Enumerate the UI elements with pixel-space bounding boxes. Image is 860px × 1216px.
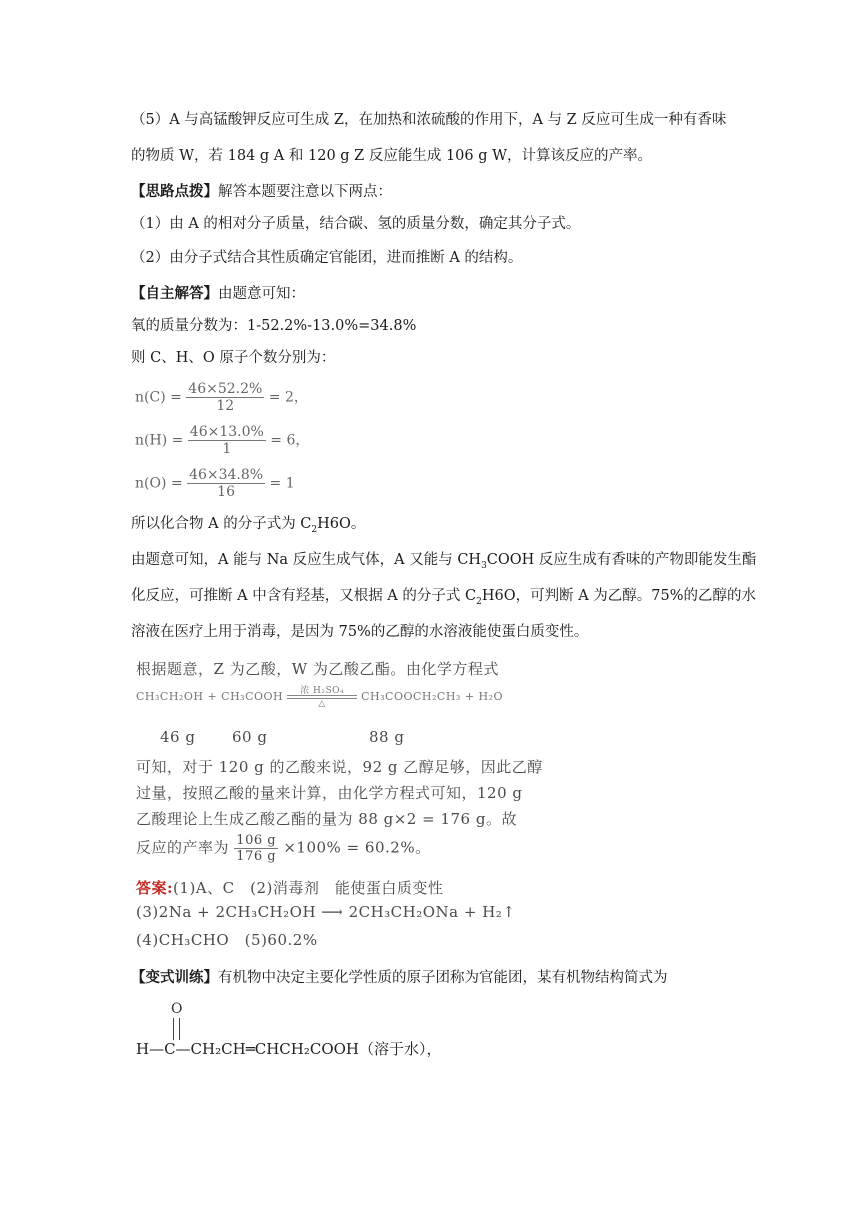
equation-nO [135,467,295,500]
deduction-line-2-post: H6O，可判断 A 为乙醇。75%的乙醇的水 [481,588,757,604]
deduction-line-2 [131,586,756,612]
formula-line-sub: 2 [311,524,318,535]
equation-nH-denominator: 1 [222,441,232,457]
formula-line-post: H6O。 [317,516,366,532]
equation-nC-numerator: 46×52.2% [188,381,263,397]
equation-nO-lhs: n(O) = [135,475,183,492]
reaction-mass-3: 88 g [369,728,405,746]
equation-nO-rhs: = 1 [269,475,295,492]
hint-item-1: （1）由 A 的相对分子质量，结合碳、氢的质量分数，确定其分子式。 [131,216,581,232]
structure-double-bond [173,1018,180,1040]
deduction-line-1-post: COOH 反应生成有香味的产物即能发生酯 [486,552,757,568]
deduction-line-1-pre: 由题意可知，A 能与 Na 反应生成气体，A 又能与 CH [131,552,482,568]
self-answer-label: 【自主解答】 [131,285,218,302]
self-answer-paragraph [131,284,305,304]
formula-line [131,514,365,540]
structure-oxygen-atom: O [171,1001,183,1017]
yield-numerator: 106 g [236,833,277,848]
equation-nC-denominator: 12 [216,398,235,414]
structure-note: （溶于水）， [359,1040,442,1058]
reaction-right: CH₃COOCH₂CH₃ + H₂O [361,690,504,703]
answer-line-1 [136,877,443,898]
answer-line-3: (4)CH₃CHO (5)60.2% [136,931,318,949]
deduction-line-3: 溶液在医疗上用于消毒，是因为 75%的乙醇的水溶液能使蛋白质变性。 [131,624,589,640]
hint-paragraph [131,182,392,202]
deduction-line-1-sub: 3 [481,560,487,571]
reaction-mass-2: 60 g [232,728,268,746]
hint-item-2: （2）由分子式结合其性质确定官能团，进而推断 A 的结构。 [131,250,523,266]
equation-nC-lhs: n(C) = [135,389,182,406]
reaction-mass-1: 46 g [160,728,196,746]
answer-label: 答案: [136,879,174,897]
structure-formula [136,1038,442,1059]
variant-text: 有机物中决定主要化学性质的原子团称为官能团，某有机物结构简式为 [218,970,668,986]
equation-nH-rhs: = 6， [270,432,310,449]
reaction-arrow [287,686,357,709]
reaction-condition-bottom: △ [318,699,326,709]
yield-denominator: 176 g [236,849,277,864]
equation-nH [135,424,309,457]
equation-nH-fraction [188,424,266,457]
atom-count-line: 则 C、H、O 原子个数分别为： [131,350,336,366]
reaction-left: CH₃CH₂OH + CH₃COOH [136,690,284,703]
self-answer-text: 由题意可知： [218,286,305,302]
deduction-line-1 [131,550,756,576]
equation-nO-numerator: 46×34.8% [189,467,264,483]
variant-label: 【变式训练】 [131,969,218,986]
equation-nH-lhs: n(H) = [135,432,184,449]
reaction-equation [136,686,504,709]
scan-line-6-pre: 反应的产率为 [136,838,230,857]
deduction-line-2-pre: 化反应，可推断 A 中含有羟基，又根据 A 的分子式 C [131,588,477,604]
answer-line-2: (3)2Na + 2CH₃CH₂OH ⟶ 2CH₃CH₂ONa + H₂↑ [136,903,516,921]
equation-nC [135,381,308,414]
variant-paragraph [131,968,668,988]
scan-line-3: 可知，对于 120 g 的乙酸来说，92 g 乙醇足够，因此乙醇 [136,758,543,776]
oxygen-fraction-line: 氧的质量分数为：1-52.2%-13.0%=34.8% [131,318,417,334]
equation-nO-denominator: 16 [217,484,235,500]
equation-nO-fraction [187,467,265,500]
scan-line-4: 过量，按照乙酸的量来计算，由化学方程式可知，120 g [136,784,523,802]
scan-line-6 [136,833,431,864]
equation-nH-numerator: 46×13.0% [189,424,264,440]
equation-nC-rhs: = 2， [268,389,308,406]
scan-line-5: 乙酸理论上生成乙酸乙酯的量为 88 g×2 = 176 g。故 [136,810,517,828]
formula-line-pre: 所以化合物 A 的分子式为 C [131,516,312,532]
hint-label: 【思路点拨】 [131,183,218,200]
equation-nC-fraction [186,381,264,414]
hint-text: 解答本题要注意以下两点： [218,184,392,200]
answer-item-1: (1)A、C (2)消毒剂 能使蛋白质变性 [173,879,444,897]
question-5-line-2: 的物质 W，若 184 g A 和 120 g Z 反应能生成 106 g W，计算该反应的产率。 [131,148,653,164]
structure-main: H—C—CH₂CH═CHCH₂COOH [136,1040,360,1058]
yield-fraction [234,833,278,864]
question-5-line-1: （5）A 与高锰酸钾反应可生成 Z，在加热和浓硫酸的作用下，A 与 Z 反应可生成一种有香味 [131,112,727,128]
scan-line-6-post: ×100% = 60.2%。 [283,838,431,857]
scan-line-1: 根据题意，Z 为乙酸，W 为乙酸乙酯。由化学方程式 [136,660,499,678]
deduction-line-2-sub: 2 [476,596,482,607]
reaction-condition-top: 浓 H₂SO₄ [300,686,345,696]
